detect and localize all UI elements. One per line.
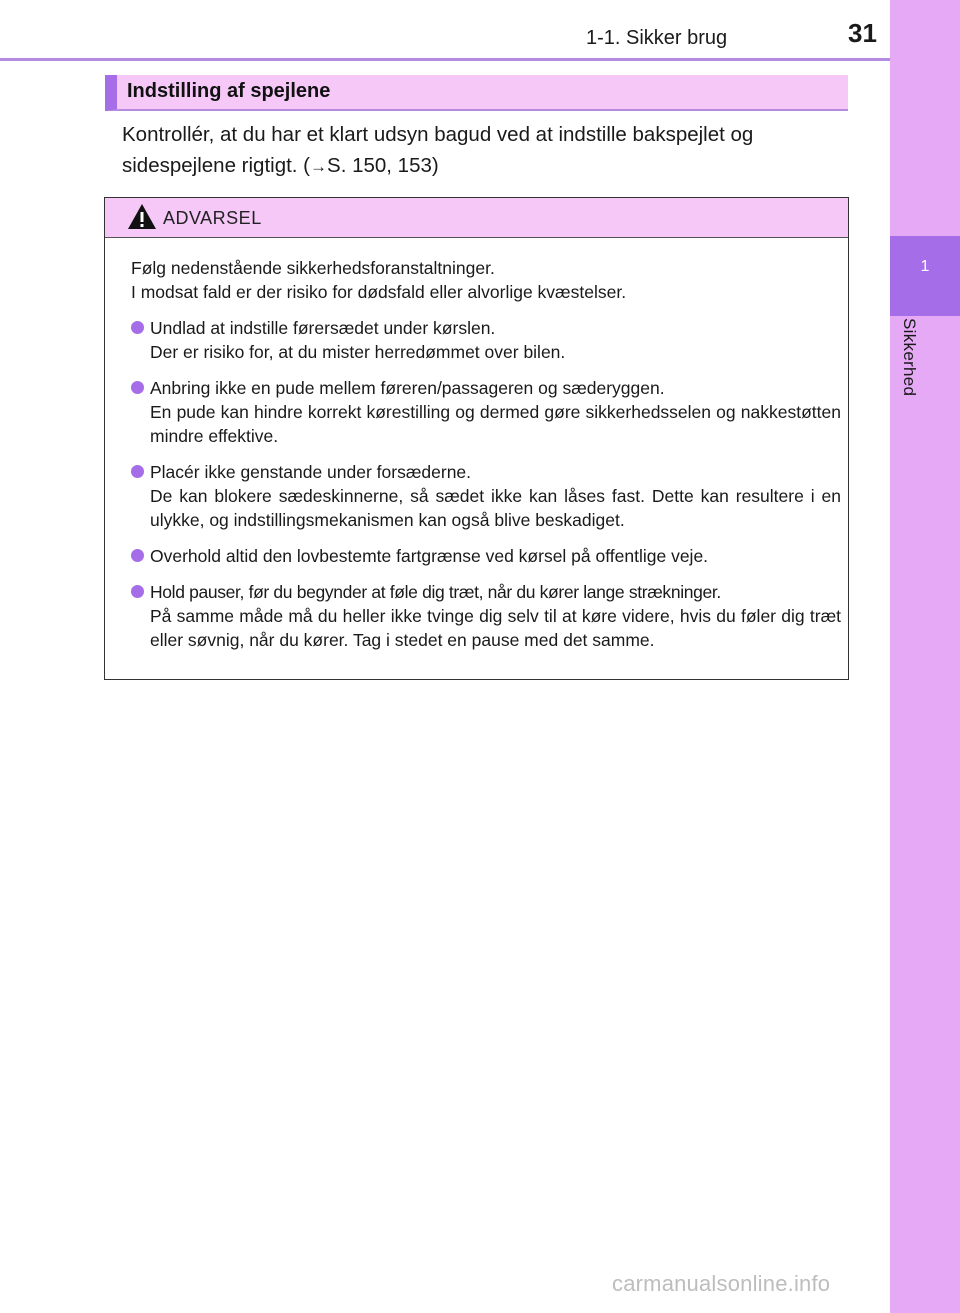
arrow-icon: → xyxy=(310,157,328,176)
warning-item-lead: Overhold altid den lovbestemte fartgrænse ved kørsel på offentlige veje. xyxy=(150,546,709,566)
warning-body xyxy=(131,256,841,664)
section-heading-bar xyxy=(105,75,848,111)
warning-item xyxy=(131,460,841,532)
warning-title: ADVARSEL xyxy=(163,208,262,228)
chapter-title: Sikkerhed xyxy=(900,318,919,397)
warning-item xyxy=(131,544,841,568)
warning-item-lead: Undlad at indstille førersædet under kørslen. xyxy=(150,318,496,338)
circle-bullet-icon xyxy=(131,465,144,478)
warning-header xyxy=(105,198,848,238)
circle-bullet-icon xyxy=(131,549,144,562)
watermark: carmanualsonline.info xyxy=(612,1271,831,1296)
warning-triangle-icon xyxy=(127,203,157,230)
warning-intro-line-1: Følg nedenstående sikkerhedsforanstaltninger. xyxy=(131,258,495,278)
intro-paragraph xyxy=(122,119,852,182)
circle-bullet-icon xyxy=(131,585,144,598)
circle-bullet-icon xyxy=(131,381,144,394)
warning-intro xyxy=(131,256,841,304)
intro-text: Kontrollér, at du har et klart udsyn bagud ved at indstille bakspejlet og sidespejlene rigtigt. ( xyxy=(122,123,754,177)
warning-box xyxy=(104,197,849,680)
warning-item-detail: Der er risiko for, at du mister herredømmet over bilen. xyxy=(150,342,566,362)
warning-item-lead: Placér ikke genstande under forsæderne. xyxy=(150,462,472,482)
page-reference: S. 150, 153) xyxy=(327,154,439,177)
side-tab xyxy=(890,0,960,1313)
warning-intro-line-2: I modsat fald er der risiko for dødsfald eller alvorlige kvæstelser. xyxy=(131,282,627,302)
warning-item-detail: De kan blokere sædeskinnerne, så sædet ikke kan låses fast. Dette kan resultere i en ulykke, og indstillingsmekanismen kan også blive beskadiget. xyxy=(150,486,841,530)
warning-item xyxy=(131,376,841,448)
warning-item-detail: På samme måde må du heller ikke tvinge dig selv til at køre videre, hvis du føler dig træt eller søvnig, når du kører. Tag i stedet en pause med det samme. xyxy=(150,606,841,650)
warning-item xyxy=(131,316,841,364)
section-heading: Indstilling af spejlene xyxy=(127,80,331,102)
header-rule xyxy=(0,58,890,61)
section-label: 1-1. Sikker brug xyxy=(586,27,728,49)
chapter-number: 1 xyxy=(920,258,930,275)
warning-item xyxy=(131,580,841,652)
circle-bullet-icon xyxy=(131,321,144,334)
warning-item-lead: Hold pauser, før du begynder at føle dig træt, når du kører lange strækninger. xyxy=(150,582,721,602)
page-number: 31 xyxy=(848,18,877,48)
warning-item-detail: En pude kan hindre korrekt kørestilling og dermed gøre sikkerhedsselen og nakkestøtten mindre effektive. xyxy=(150,402,841,446)
side-tab-active-chapter xyxy=(890,236,960,316)
warning-item-lead: Anbring ikke en pude mellem føreren/passageren og sæderyggen. xyxy=(150,378,665,398)
